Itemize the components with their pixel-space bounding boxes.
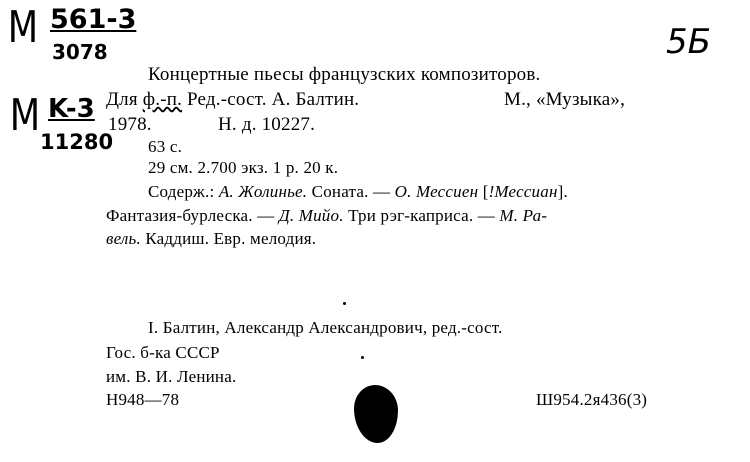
card-line-2-editor: Ред.-сост. А. Балтин. — [182, 89, 360, 110]
card-line-2-instrument: ф.-п. — [142, 89, 183, 110]
card-pages: 63 с. — [148, 137, 183, 156]
contents-author-3: Д. Мийо. — [278, 206, 344, 225]
handwritten-code-top: 561-3 — [50, 4, 137, 35]
contents-label: Содерж.: — [148, 182, 215, 201]
ink-speck — [343, 302, 346, 305]
card-line-2-publisher: М., «Музыка», — [504, 89, 626, 110]
handwritten-code-mid: K-3 — [48, 94, 95, 124]
card-year: 1978. — [108, 114, 152, 135]
contents-author-2: О. Мессиен — [394, 182, 479, 201]
card-number: Н948—78 — [106, 390, 180, 409]
card-line-2-for: Для — [106, 89, 143, 110]
card-class-code: Ш954.2я436(3) — [536, 390, 648, 409]
card-title-line: Концертные пьесы французских композиторов. — [148, 64, 541, 85]
handwritten-code-top-sub: 3078 — [52, 40, 108, 64]
ink-blot — [354, 385, 398, 443]
card-contents-line-2 — [106, 206, 547, 226]
handwritten-code-mid-sub: 11280 — [40, 130, 114, 154]
contents-title-1: Соната. — — [307, 182, 395, 201]
handwritten-letter-m-top: M — [7, 2, 39, 53]
contents-author-1: А. Жолинье. — [218, 182, 308, 201]
contents-author-2-alt: !Мессиан — [488, 182, 558, 201]
card-line-2 — [106, 89, 359, 111]
card-contents-line-3 — [106, 229, 316, 249]
contents-author-4: М. Ра- — [499, 206, 548, 225]
card-library-line-2: им. В. И. Ленина. — [106, 367, 237, 386]
handwritten-corner-mark: 5Б — [666, 22, 711, 62]
card-contents-line-1 — [148, 182, 568, 202]
contents-bracket-close: ]. — [557, 182, 568, 201]
contents-bracket-open: [ — [478, 182, 489, 201]
contents-title-2: Фантазия-бурлеска. — — [106, 206, 279, 225]
contents-title-3: Три рэг-каприса. — — [343, 206, 500, 225]
card-plate-number: Н. д. 10227. — [218, 114, 316, 135]
handwritten-letter-m-mid: M — [9, 90, 41, 141]
contents-title-4: Каддиш. Евр. мелодия. — [140, 229, 317, 248]
card-format: 29 см. 2.700 экз. 1 р. 20 к. — [148, 158, 339, 177]
card-library-line-1: Гос. б-ка СССР — [106, 343, 220, 362]
card-tracing: I. Балтин, Александр Александрович, ред.-сост. — [148, 318, 503, 337]
ink-speck — [361, 356, 364, 359]
contents-author-4-end: вель. — [106, 229, 141, 248]
